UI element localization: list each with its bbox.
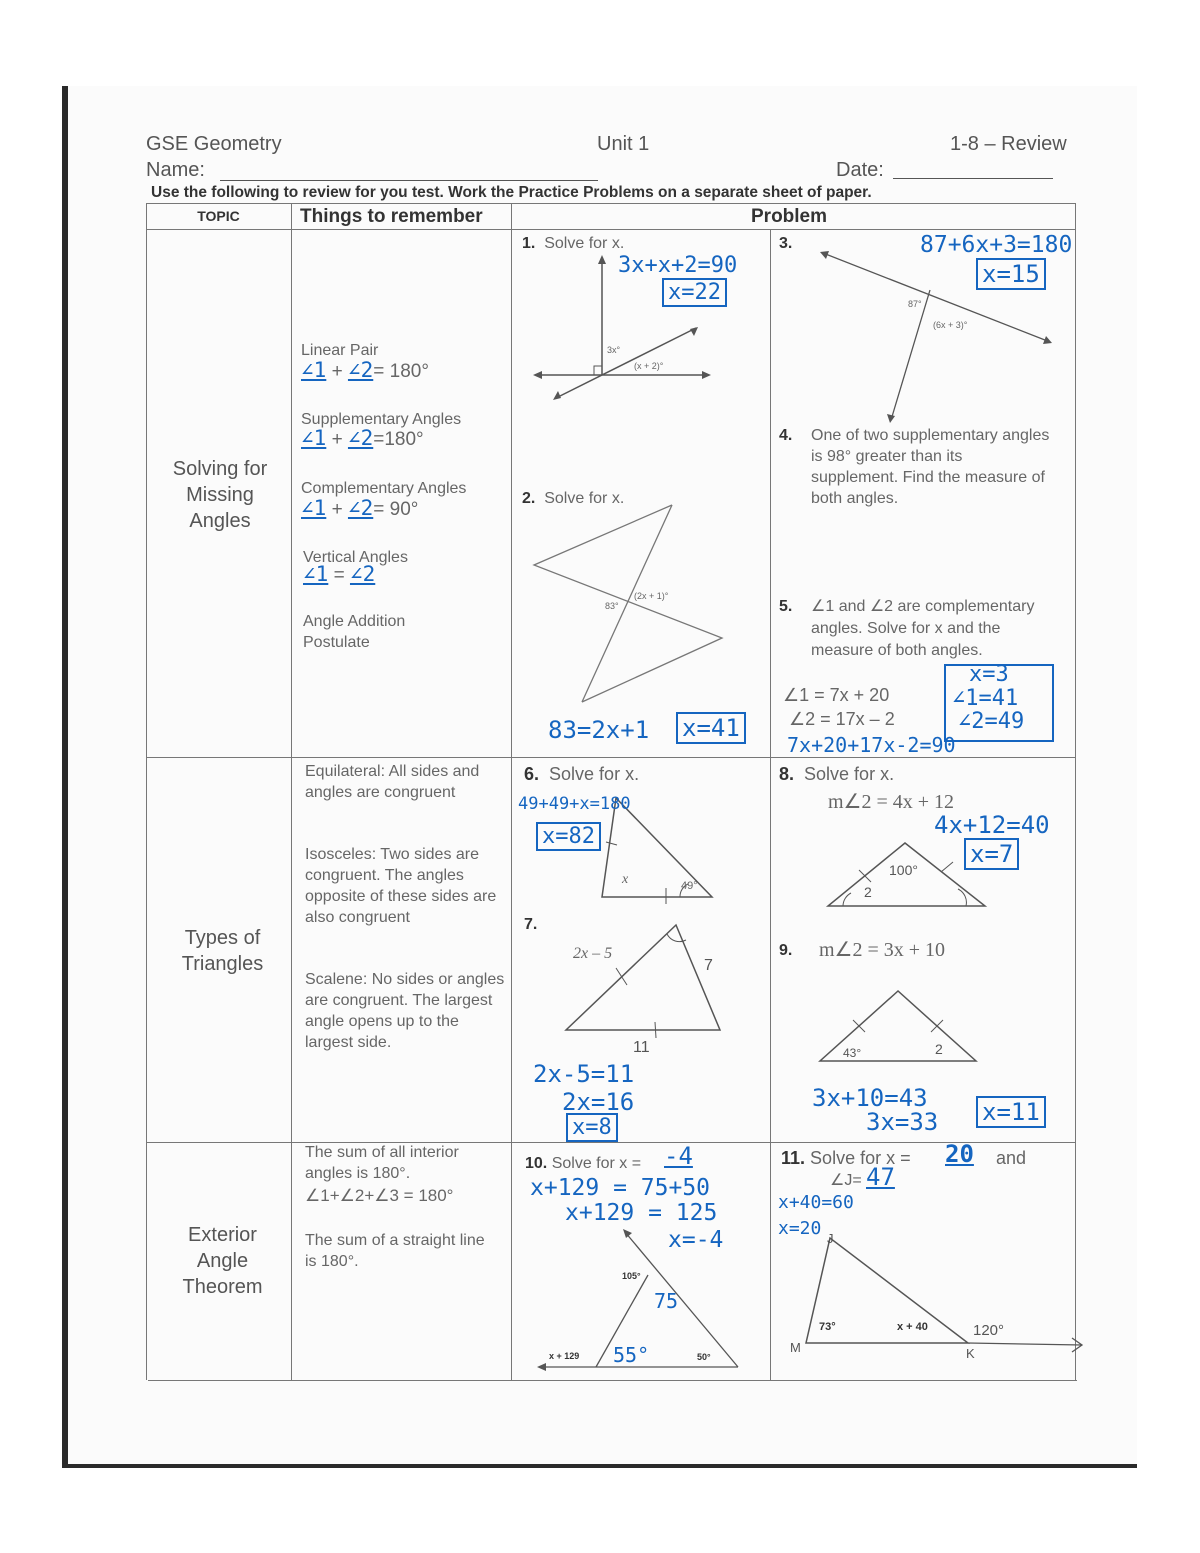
hand-angle-2: ∠2 <box>349 562 376 586</box>
problem-9-number: 9. <box>779 942 793 959</box>
supplementary-equation: ∠1 + ∠2=180° <box>301 426 424 450</box>
problem-7-work-1: 2x-5=11 <box>533 1060 635 1088</box>
complementary-value: = 90° <box>373 499 419 520</box>
complementary-equation: ∠1 + ∠2= 90° <box>301 496 419 520</box>
problem-6-work: 49+49+x=180 <box>518 794 631 814</box>
problem-11-vertex-m: M <box>790 1340 801 1355</box>
problem-11-work: x+40=60 <box>778 1192 854 1213</box>
problem-2-label-2x1: (2x + 1)° <box>634 591 669 601</box>
problem-3-answer: x=15 <box>976 258 1046 290</box>
problem-3-label-87: 87° <box>908 299 922 309</box>
problem-10-work-2: x+129 = 125 <box>565 1200 718 1226</box>
problem-8-label-2: 2 <box>864 884 872 900</box>
scalene-note: Scalene: No sides or angles are congruent. The largest angle opens up to the largest side. <box>305 971 505 1051</box>
problem-11-label-x40: x + 40 <box>897 1321 928 1333</box>
problem-5-eq1: ∠1 = 7x + 20 <box>783 685 890 705</box>
problem-3-work: 87+6x+3=180 <box>920 232 1073 258</box>
problem-11-blank-j: 47 <box>866 1163 895 1191</box>
review-label: 1-8 – Review <box>950 133 1067 155</box>
topic-types-triangles: Types of Triangles <box>181 927 264 975</box>
problem-11-label-120: 120° <box>973 1322 1005 1339</box>
problem-11-answer: x=20 <box>778 1218 822 1239</box>
problem-9-label-2: 2 <box>935 1041 943 1057</box>
problem-5-num: 5. <box>779 598 793 615</box>
problem-10-blank: -4 <box>664 1142 693 1170</box>
problem-1-label-3x: 3x° <box>607 345 621 355</box>
problem-11-number: 11. <box>781 1148 806 1168</box>
problem-7-number: 7. <box>524 916 538 933</box>
problem-11-label-73: 73° <box>819 1321 836 1333</box>
hand-angle-2: ∠2 <box>347 496 374 520</box>
problem-10-label-105: 105° <box>622 1271 641 1281</box>
problem-1-answer: x=22 <box>662 278 727 307</box>
problem-7-label-2x5: 2x – 5 <box>573 945 613 962</box>
problem-10-number: 10. <box>525 1155 548 1172</box>
linear-pair-label: Linear Pair <box>301 342 379 359</box>
vertical-value: = <box>333 565 345 586</box>
problem-2-answer: x=41 <box>676 712 746 744</box>
hand-angle-1: ∠1 <box>301 426 327 450</box>
problem-10-work-1: x+129 = 75+50 <box>530 1175 711 1201</box>
hand-angle-1: ∠1 <box>301 358 327 382</box>
complementary-label: Complementary Angles <box>301 480 467 497</box>
header-problem: Problem <box>751 206 828 227</box>
problem-5-text: ∠1 and ∠2 are complementary angles. Solve for x and the measure of both angles. <box>811 598 1035 659</box>
problem-8-equation: m∠2 = 4x + 12 <box>828 791 955 813</box>
problem-8-text: Solve for x. <box>804 764 895 784</box>
problem-3-number: 3. <box>779 235 793 252</box>
problem-7-answer: x=8 <box>566 1113 618 1142</box>
vertical-label: Vertical Angles <box>303 549 408 566</box>
problem-1-work: 3x+x+2=90 <box>618 253 738 278</box>
hand-angle-1: ∠1 <box>301 496 327 520</box>
problem-6-number: 6. <box>524 764 540 784</box>
problem-2-work: 83=2x+1 <box>548 716 650 744</box>
problem-4-num: 4. <box>779 427 793 444</box>
unit-label: Unit 1 <box>597 133 650 155</box>
header-remember: Things to remember <box>300 206 483 227</box>
problem-3-label-6x3: (6x + 3)° <box>933 320 968 330</box>
problem-6-answer: x=82 <box>536 822 601 851</box>
isosceles-note: Isosceles: Two sides are congruent. The angles opposite of these sides are also congruent <box>305 846 497 926</box>
problem-5-eq2: ∠2 = 17x – 2 <box>789 709 895 729</box>
hand-angle-2: ∠2 <box>347 358 374 382</box>
problem-2-number: 2. <box>522 490 536 507</box>
problem-5-x: x=3 <box>969 662 1009 687</box>
problem-11-blank-x: 20 <box>945 1140 974 1168</box>
supplementary-label: Supplementary Angles <box>301 411 462 428</box>
problem-5-work: 7x+20+17x-2=90 <box>787 733 956 757</box>
problem-11-vertex-k: K <box>966 1346 975 1361</box>
problem-2-label-83: 83° <box>605 601 619 611</box>
problem-11-and: and <box>996 1148 1027 1168</box>
linear-pair-value: = 180° <box>373 361 429 382</box>
problem-5-angle2: ∠2=49 <box>958 709 1025 734</box>
date-label: Date: <box>836 159 884 181</box>
problem-11-vertex-j: J <box>827 1231 834 1246</box>
problem-7-label-7: 7 <box>704 957 713 974</box>
problem-2-text: Solve for x. <box>544 490 625 507</box>
problem-9-work-1: 3x+10=43 <box>812 1084 928 1112</box>
problem-1-number: 1. <box>522 235 536 252</box>
problem-9-answer: x=11 <box>976 1096 1046 1128</box>
interior-sum-equation: ∠1+∠2+∠3 = 180° <box>305 1186 454 1205</box>
problem-10-label-x129: x + 129 <box>549 1351 580 1361</box>
problem-10-text: Solve for x = <box>551 1155 642 1172</box>
problem-9-work-2: 3x=33 <box>866 1108 939 1136</box>
problem-7-label-11: 11 <box>633 1039 650 1056</box>
problem-8-number: 8. <box>779 764 795 784</box>
problem-8-answer: x=7 <box>964 838 1019 870</box>
topic-missing-angles: Solving for Missing Angles <box>172 458 268 532</box>
hand-angle-1: ∠1 <box>303 562 329 586</box>
problem-10-answer: x=-4 <box>668 1227 724 1253</box>
interior-sum-note: The sum of all interior angles is 180°. <box>305 1144 459 1182</box>
supplementary-value: =180° <box>373 429 424 450</box>
problem-8-work: 4x+12=40 <box>934 811 1050 839</box>
topic-exterior-angle: Exterior Angle Theorem <box>182 1224 263 1298</box>
linear-pair-equation: ∠1 + ∠2= 180° <box>301 358 429 382</box>
problem-6-text: Solve for x. <box>549 764 640 784</box>
problem-6-label-49: 49° <box>681 880 698 892</box>
problem-11-angle-j: ∠J= <box>830 1172 862 1189</box>
name-label: Name: <box>146 159 205 181</box>
problem-1-text: Solve for x. <box>544 235 625 252</box>
problem-4-text: One of two supplementary angles is 98° greater than its supplement. Find the measure of both angles. <box>811 427 1050 507</box>
angle-addition-label: Angle Addition Postulate <box>303 613 406 651</box>
problem-7-work-2: 2x=16 <box>562 1088 635 1116</box>
straight-line-note: The sum of a straight line is 180°. <box>305 1232 485 1270</box>
problem-1-label-x2: (x + 2)° <box>634 361 664 371</box>
equilateral-note: Equilateral: All sides and angles are congruent <box>305 763 480 801</box>
problem-8-label-100: 100° <box>889 862 918 878</box>
problem-9-label-43: 43° <box>843 1046 862 1060</box>
problem-10-hand-75: 75 <box>654 1289 679 1313</box>
problem-9-equation: m∠2 = 3x + 10 <box>819 939 946 961</box>
hand-angle-2: ∠2 <box>347 426 374 450</box>
problem-5-angle1: ∠1=41 <box>952 686 1019 711</box>
instructions: Use the following to review for you test. Work the Practice Problems on a separate sheet of paper. <box>151 184 872 201</box>
problem-10-hand-55: 55° <box>613 1343 650 1367</box>
course-title: GSE Geometry <box>146 133 282 155</box>
header-topic: TOPIC <box>197 208 240 224</box>
problem-11-text: Solve for x = <box>810 1148 911 1168</box>
problem-6-label-x: x <box>622 872 629 887</box>
problem-10-label-50: 50° <box>697 1352 711 1362</box>
